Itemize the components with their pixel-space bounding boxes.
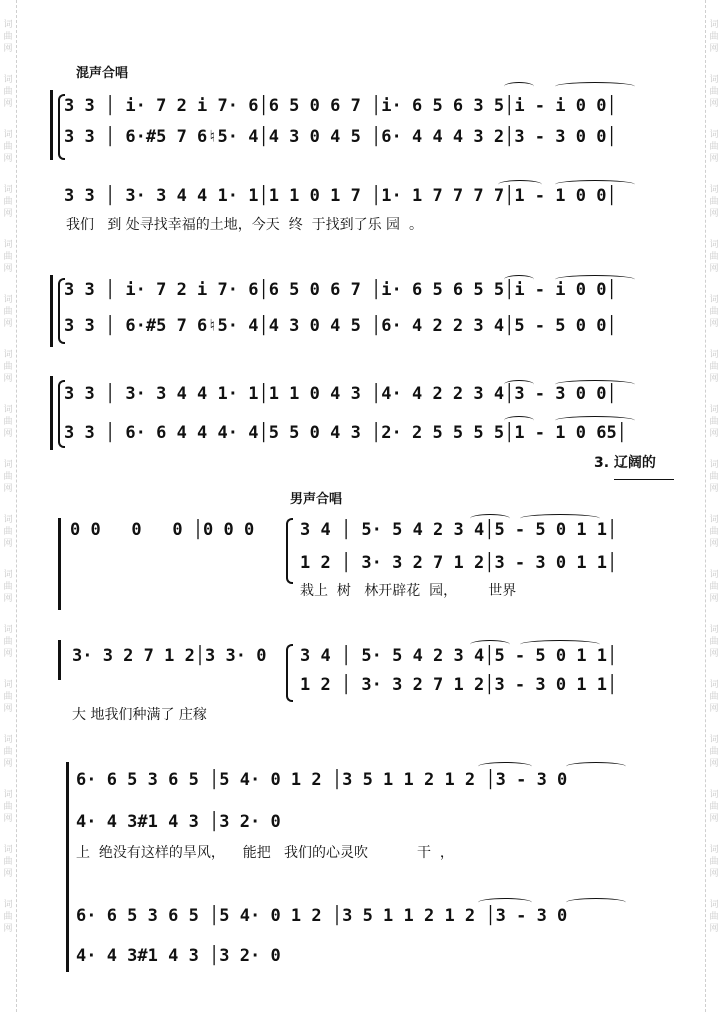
watermark-stamp: 词 曲 网 <box>709 735 719 769</box>
score-bracket-4 <box>50 376 56 450</box>
watermark-stamp: 词 曲 网 <box>709 515 719 549</box>
watermark-stamp: 词 曲 网 <box>709 75 719 109</box>
watermark-stamp: 词 曲 网 <box>709 900 719 934</box>
tie-mark <box>470 514 510 523</box>
block6-upper-staff: 3 4 │ 5· 5 4 2 3 4│5 - 5 0 1 1│ <box>300 646 618 666</box>
tie-mark <box>504 380 534 389</box>
score-bracket-6 <box>58 640 64 680</box>
watermark-stamp: 词 曲 网 <box>709 680 719 714</box>
block7-lower-staff: 4· 4 3#1 4 3 │3 2· 0 <box>76 812 281 832</box>
watermark-stamp: 词 曲 网 <box>709 790 719 824</box>
block6-left-staff: 3· 3 2 7 1 2│3 3· 0 <box>72 646 267 666</box>
watermark-stamp: 词 曲 网 <box>709 845 719 879</box>
watermark-stamp: 词 曲 网 <box>3 680 13 714</box>
tie-mark <box>478 898 532 907</box>
watermark-stamp: 词 曲 网 <box>709 350 719 384</box>
watermark-stamp: 词 曲 网 <box>709 570 719 604</box>
tie-mark <box>470 640 510 649</box>
score-bracket-3 <box>50 275 56 347</box>
watermark-stamp: 词 曲 网 <box>3 130 13 164</box>
right-watermark-strip <box>705 0 722 1012</box>
watermark-stamp: 词 曲 网 <box>3 240 13 274</box>
block5-lyrics: 栽上 树 林开辟花 园， 世界 <box>300 583 517 599</box>
block1-upper-staff: 3 3 │ i· 7 2 i 7· 6│6 5 0 6 7 │i· 6 5 6 3 5│i - i 0 0│ <box>64 96 617 116</box>
watermark-stamp: 词 曲 网 <box>3 460 13 494</box>
block5-lower-staff: 1 2 │ 3· 3 2 7 1 2│3 - 3 0 1 1│ <box>300 553 618 573</box>
tie-mark <box>555 380 635 389</box>
watermark-stamp: 词 曲 网 <box>3 295 13 329</box>
tie-mark <box>555 180 635 189</box>
block4-upper-staff: 3 3 │ 3· 3 4 4 1· 1│1 1 0 4 3 │4· 4 2 2 3 4│3 - 3 0 0│ <box>64 384 617 404</box>
block6-lyrics: 大 地我们种满了 庄稼 <box>72 707 207 723</box>
tie-mark <box>566 762 626 771</box>
score-bracket-5 <box>58 518 64 610</box>
tie-mark <box>498 180 542 189</box>
score-brace-5 <box>286 518 293 584</box>
watermark-stamp: 词 曲 网 <box>709 20 719 54</box>
block2-lyrics: 我们 到 处寻找幸福的土地，今天 终 于找到了乐 园 。 <box>66 217 423 233</box>
watermark-stamp: 词 曲 网 <box>709 185 719 219</box>
block6-lower-staff: 1 2 │ 3· 3 2 7 1 2│3 - 3 0 1 1│ <box>300 675 618 695</box>
watermark-stamp: 词 曲 网 <box>709 460 719 494</box>
block7-lyrics: 上 绝没有这样的旱风， 能把 我们的心灵吹 干 ， <box>76 845 454 861</box>
tie-mark <box>504 275 534 284</box>
block5-rest-staff: 0 0 0 0 │0 0 0 <box>70 520 255 540</box>
verse-3-label: 3. 辽阔的 <box>594 455 656 471</box>
verse-underline <box>614 479 674 480</box>
tie-mark <box>520 640 600 649</box>
block3-upper-staff: 3 3 │ i· 7 2 i 7· 6│6 5 0 6 7 │i· 6 5 6 5 5│i - i 0 0│ <box>64 280 617 300</box>
male-chorus-heading: 男声合唱 <box>290 492 343 507</box>
block4-lower-staff: 3 3 │ 6· 6 4 4 4· 4│5 5 0 4 3 │2· 2 5 5 5 5│1 - 1 0 65│ <box>64 423 627 443</box>
block2-staff: 3 3 │ 3· 3 4 4 1· 1│1 1 0 1 7 │1· 1 7 7 7 7│1 - 1 0 0│ <box>64 186 617 206</box>
block3-lower-staff: 3 3 │ 6·#5 7 6♮5· 4│4 3 0 4 5 │6· 4 2 2 3 4│5 - 5 0 0│ <box>64 316 617 336</box>
watermark-stamp: 词 曲 网 <box>3 570 13 604</box>
block5-upper-staff: 3 4 │ 5· 5 4 2 3 4│5 - 5 0 1 1│ <box>300 520 618 540</box>
watermark-stamp: 词 曲 网 <box>3 735 13 769</box>
watermark-stamp: 词 曲 网 <box>3 900 13 934</box>
block7-upper-staff: 6· 6 5 3 6 5 │5 4· 0 1 2 │3 5 1 1 2 1 2 │3 - 3 0 <box>76 770 568 790</box>
watermark-stamp: 词 曲 网 <box>3 185 13 219</box>
tie-mark <box>566 898 626 907</box>
watermark-stamp: 词 曲 网 <box>3 790 13 824</box>
tie-mark <box>555 416 635 425</box>
watermark-stamp: 词 曲 网 <box>709 405 719 439</box>
watermark-stamp: 词 曲 网 <box>3 515 13 549</box>
watermark-stamp: 词 曲 网 <box>3 20 13 54</box>
watermark-stamp: 词 曲 网 <box>3 350 13 384</box>
block8-upper-staff: 6· 6 5 3 6 5 │5 4· 0 1 2 │3 5 1 1 2 1 2 │3 - 3 0 <box>76 906 568 926</box>
watermark-stamp: 词 曲 网 <box>709 130 719 164</box>
score-brace-6 <box>286 644 293 702</box>
watermark-stamp: 词 曲 网 <box>3 75 13 109</box>
watermark-stamp: 词 曲 网 <box>3 845 13 879</box>
tie-mark <box>555 275 635 284</box>
score-bracket-1 <box>50 90 56 160</box>
left-watermark-strip <box>0 0 17 1012</box>
block1-lower-staff: 3 3 │ 6·#5 7 6♮5· 4│4 3 0 4 5 │6· 4 4 4 3 2│3 - 3 0 0│ <box>64 127 617 147</box>
watermark-stamp: 词 曲 网 <box>709 240 719 274</box>
tie-mark <box>504 416 534 425</box>
tie-mark <box>478 762 532 771</box>
block8-lower-staff: 4· 4 3#1 4 3 │3 2· 0 <box>76 946 281 966</box>
watermark-stamp: 词 曲 网 <box>709 295 719 329</box>
watermark-stamp: 词 曲 网 <box>3 405 13 439</box>
score-bracket-7 <box>66 762 72 972</box>
tie-mark <box>504 82 534 91</box>
watermark-stamp: 词 曲 网 <box>709 625 719 659</box>
mixed-chorus-heading: 混声合唱 <box>76 66 129 81</box>
watermark-stamp: 词 曲 网 <box>3 625 13 659</box>
tie-mark <box>520 514 600 523</box>
tie-mark <box>555 82 635 91</box>
